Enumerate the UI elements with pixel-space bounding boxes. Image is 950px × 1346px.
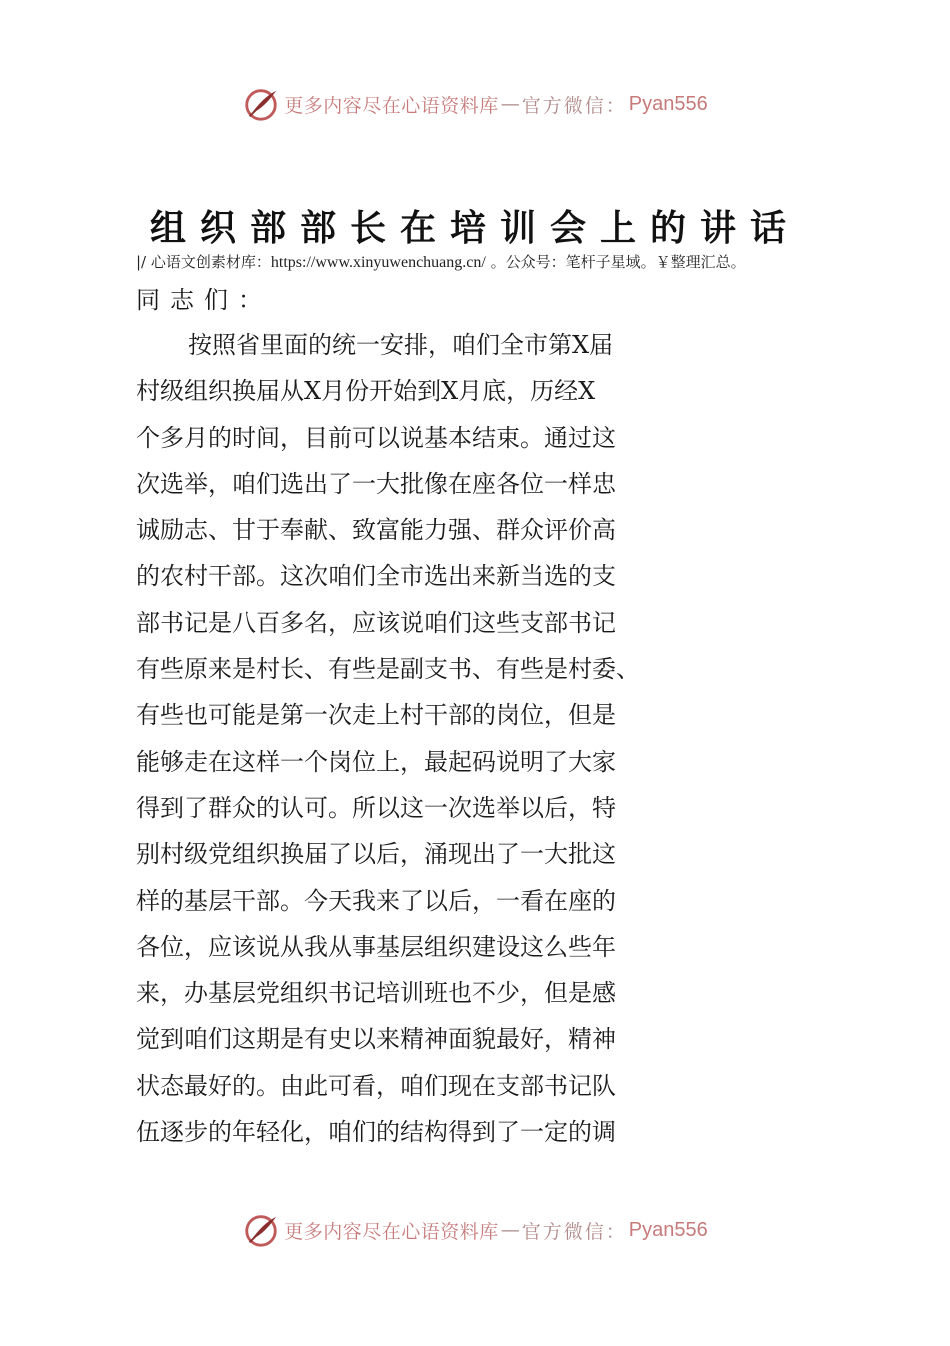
paragraph-line: 觉到咱们这期是有史以来精神面貌最好，精神 xyxy=(136,1025,616,1054)
paragraph-line: 状态最好的。由此可看，咱们现在支部书记队 xyxy=(136,1071,616,1100)
salutation: 同志们： xyxy=(136,286,272,314)
wechat-label: 官方微信： xyxy=(521,94,627,117)
paragraph-line: 别村级党组织换届了以后，涌现出了一大批这 xyxy=(136,840,616,869)
paragraph-line: 按照省里面的统一安排，咱们全市第X届 xyxy=(188,331,614,359)
source-url[interactable]: https://www.xinyuwenchuang.cn/ xyxy=(270,254,486,271)
paragraph-line: 村级组织换届从X月份开始到X月底，历经X xyxy=(136,377,596,406)
paragraph-line: 各位，应该说从我从事基层组织建设这么些年 xyxy=(136,932,616,961)
wechat-id: Pyan556 xyxy=(628,92,708,115)
header-banner xyxy=(0,84,950,124)
document-title: 组织部部长在培训会上的讲话 xyxy=(149,208,800,249)
footer-banner xyxy=(0,1210,950,1250)
wechat-label: 官方微信： xyxy=(521,1220,627,1243)
banner-text: 更多内容尽在心语资料库 xyxy=(284,1220,499,1243)
banner-dash: — xyxy=(500,1219,520,1241)
quill-circle-logo-icon xyxy=(242,85,280,123)
banner-dash: — xyxy=(500,93,520,115)
paragraph-line: 有些原来是村长、有些是副支书、有些是村委、 xyxy=(136,655,640,684)
paragraph-line: 的农村干部。这次咱们全市选出来新当选的支 xyxy=(136,562,616,591)
source-line xyxy=(136,251,856,272)
paragraph-line: 伍逐步的年轻化，咱们的结构得到了一定的调 xyxy=(136,1118,616,1147)
source-prefix: |/ 心语文创素材库： xyxy=(136,253,271,271)
wechat-id: Pyan556 xyxy=(628,1218,708,1241)
paragraph-line: 部书记是八百多名，应该说咱们这些支部书记 xyxy=(136,608,616,637)
paragraph-line: 个多月的时间，目前可以说基本结束。通过这 xyxy=(136,423,616,452)
paragraph-line: 次选举，咱们选出了一大批像在座各位一样忠 xyxy=(136,469,616,498)
source-suffix: 。公众号：笔杆子星域。￥整理汇总。 xyxy=(485,253,746,271)
paragraph-line: 得到了群众的认可。所以这一次选举以后，特 xyxy=(136,793,616,822)
paragraph-line: 能够走在这样一个岗位上，最起码说明了大家 xyxy=(136,747,616,776)
paragraph-line: 诚励志、甘于奉献、致富能力强、群众评价高 xyxy=(136,516,616,545)
paragraph-line: 来，办基层党组织书记培训班也不少，但是感 xyxy=(136,979,616,1008)
quill-circle-logo-icon xyxy=(242,1211,280,1249)
paragraph-line: 样的基层干部。今天我来了以后，一看在座的 xyxy=(136,886,616,915)
body-paragraph xyxy=(136,326,856,1159)
banner-text: 更多内容尽在心语资料库 xyxy=(284,94,499,117)
paragraph-line: 有些也可能是第一次走上村干部的岗位，但是 xyxy=(136,701,616,730)
